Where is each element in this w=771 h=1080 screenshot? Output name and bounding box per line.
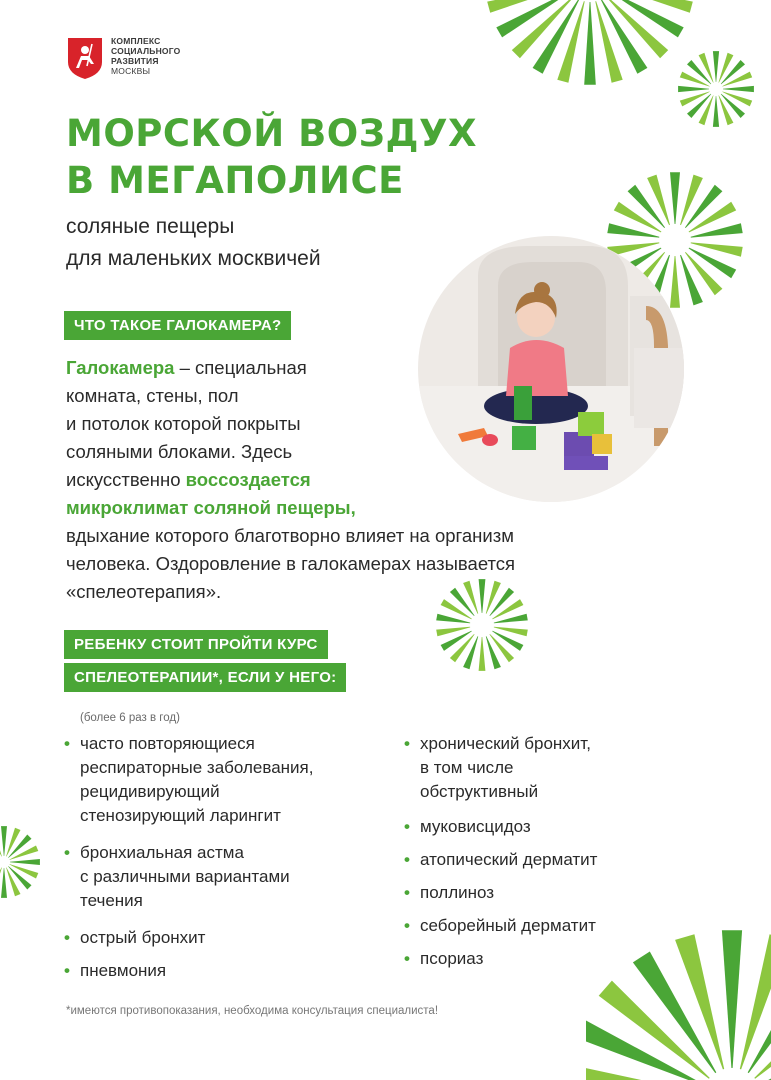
- sunburst-ray: [678, 86, 709, 92]
- sunburst-ray: [670, 172, 680, 224]
- list-item-line: • острый бронхит: [80, 928, 206, 947]
- list-item-line: • пневмония: [80, 961, 167, 980]
- list-item-line: респираторные заболевания,: [80, 758, 314, 777]
- list-item: [404, 914, 704, 938]
- sunburst-ray: [713, 96, 719, 127]
- sunburst-ray: [680, 255, 703, 306]
- page-title: [66, 110, 477, 204]
- sunburst-ray: [722, 930, 742, 1068]
- list-item: [64, 959, 384, 983]
- definition-line: вдыхание которого благотворно влияет на организм: [66, 525, 514, 546]
- list-item: [404, 881, 704, 905]
- logo-line: СОЦИАЛЬНОГО: [111, 46, 181, 56]
- list-item-line: • поллиноз: [420, 883, 495, 902]
- list-item-line: с различными вариантами: [80, 867, 290, 886]
- definition-line: соляными блоками. Здесь: [66, 441, 293, 462]
- list-item: [404, 732, 704, 804]
- list-item-line: стенозирующий ларингит: [80, 806, 281, 825]
- list-item-line: • атопический дерматит: [420, 850, 598, 869]
- list-item-line: • бронхиальная астма: [80, 843, 244, 862]
- indications-list-left: [64, 732, 384, 983]
- sunburst-ray: [1, 868, 7, 898]
- definition-line: [66, 466, 706, 494]
- list-item: [64, 926, 384, 950]
- list-item: [404, 815, 704, 839]
- logo-line: РАЗВИТИЯ: [111, 56, 159, 66]
- sunburst-ray: [680, 175, 703, 226]
- sunburst-ray: [10, 859, 40, 865]
- list-item-line: рецидивирующий: [80, 782, 220, 801]
- definition-line: человека. Оздоровление в галокамерах называется: [66, 553, 516, 574]
- logo-line: МОСКВЫ: [111, 66, 151, 76]
- sunburst-ray: [647, 175, 670, 226]
- definition-line: и потолок которой покрыты: [66, 413, 301, 434]
- list-item-line: • псориаз: [420, 949, 484, 968]
- section-label-course-line-2: СПЕЛЕОТЕРАПИИ*, ЕСЛИ У НЕГО:: [64, 663, 346, 692]
- definition-paragraph: [66, 354, 706, 606]
- definition-line: «спелеотерапия».: [66, 581, 222, 602]
- sunburst-small-right: [676, 50, 756, 130]
- sunburst-ray: [713, 51, 719, 82]
- indications-list-right: [404, 732, 704, 980]
- sunburst-ray: [486, 636, 501, 669]
- frequency-note: (более 6 раз в год): [80, 712, 180, 724]
- list-item-line: • муковисцидоз: [420, 817, 531, 836]
- list-item-line: обструктивный: [420, 782, 539, 801]
- section-label-course-line-1: РЕБЕНКУ СТОИТ ПРОЙТИ КУРС: [64, 630, 328, 659]
- section-label-what-is: ЧТО ТАКОЕ ГАЛОКАМЕРА?: [64, 311, 291, 340]
- title-line-2: В МЕГАПОЛИСЕ: [66, 159, 404, 202]
- logo-line: КОМПЛЕКС: [111, 36, 161, 46]
- term-highlight: Галокамера: [66, 357, 175, 378]
- moscow-coat-of-arms-icon: [66, 36, 104, 80]
- definition-text: – специальная: [174, 357, 307, 378]
- subtitle: [66, 211, 321, 275]
- list-item: [404, 947, 704, 971]
- logo-wordmark: [111, 36, 180, 76]
- list-item-line: • хронический бронхит,: [420, 734, 591, 753]
- list-item-line: в том числе: [420, 758, 514, 777]
- list-item-line: течения: [80, 891, 143, 910]
- list-item: [404, 848, 704, 872]
- subtitle-line-2: для маленьких москвичей: [66, 247, 321, 270]
- sunburst-ray: [1, 826, 7, 856]
- list-item-line: • себорейный дерматит: [420, 916, 596, 935]
- highlight-line: микроклимат соляной пещеры,: [66, 497, 356, 518]
- sunburst-left-edge: [0, 824, 44, 900]
- definition-text: искусственно: [66, 469, 186, 490]
- sunburst-ray: [723, 86, 754, 92]
- sunburst-ray: [479, 637, 486, 671]
- list-item: [64, 841, 384, 913]
- highlight-text: воссоздается: [185, 469, 311, 490]
- subtitle-line-1: соляные пещеры: [66, 215, 235, 238]
- title-line-1: МОРСКОЙ ВОЗДУХ: [66, 112, 478, 155]
- sunburst-ray: [670, 256, 680, 308]
- list-item-line: • часто повторяющиеся: [80, 734, 255, 753]
- sunburst-ray: [463, 636, 478, 669]
- definition-line: комната, стены, пол: [66, 385, 239, 406]
- list-item: [64, 732, 384, 828]
- definition-line: [66, 354, 706, 382]
- sunburst-ray: [584, 2, 596, 85]
- footnote: *имеются противопоказания, необходима консультация специалиста!: [66, 1005, 439, 1017]
